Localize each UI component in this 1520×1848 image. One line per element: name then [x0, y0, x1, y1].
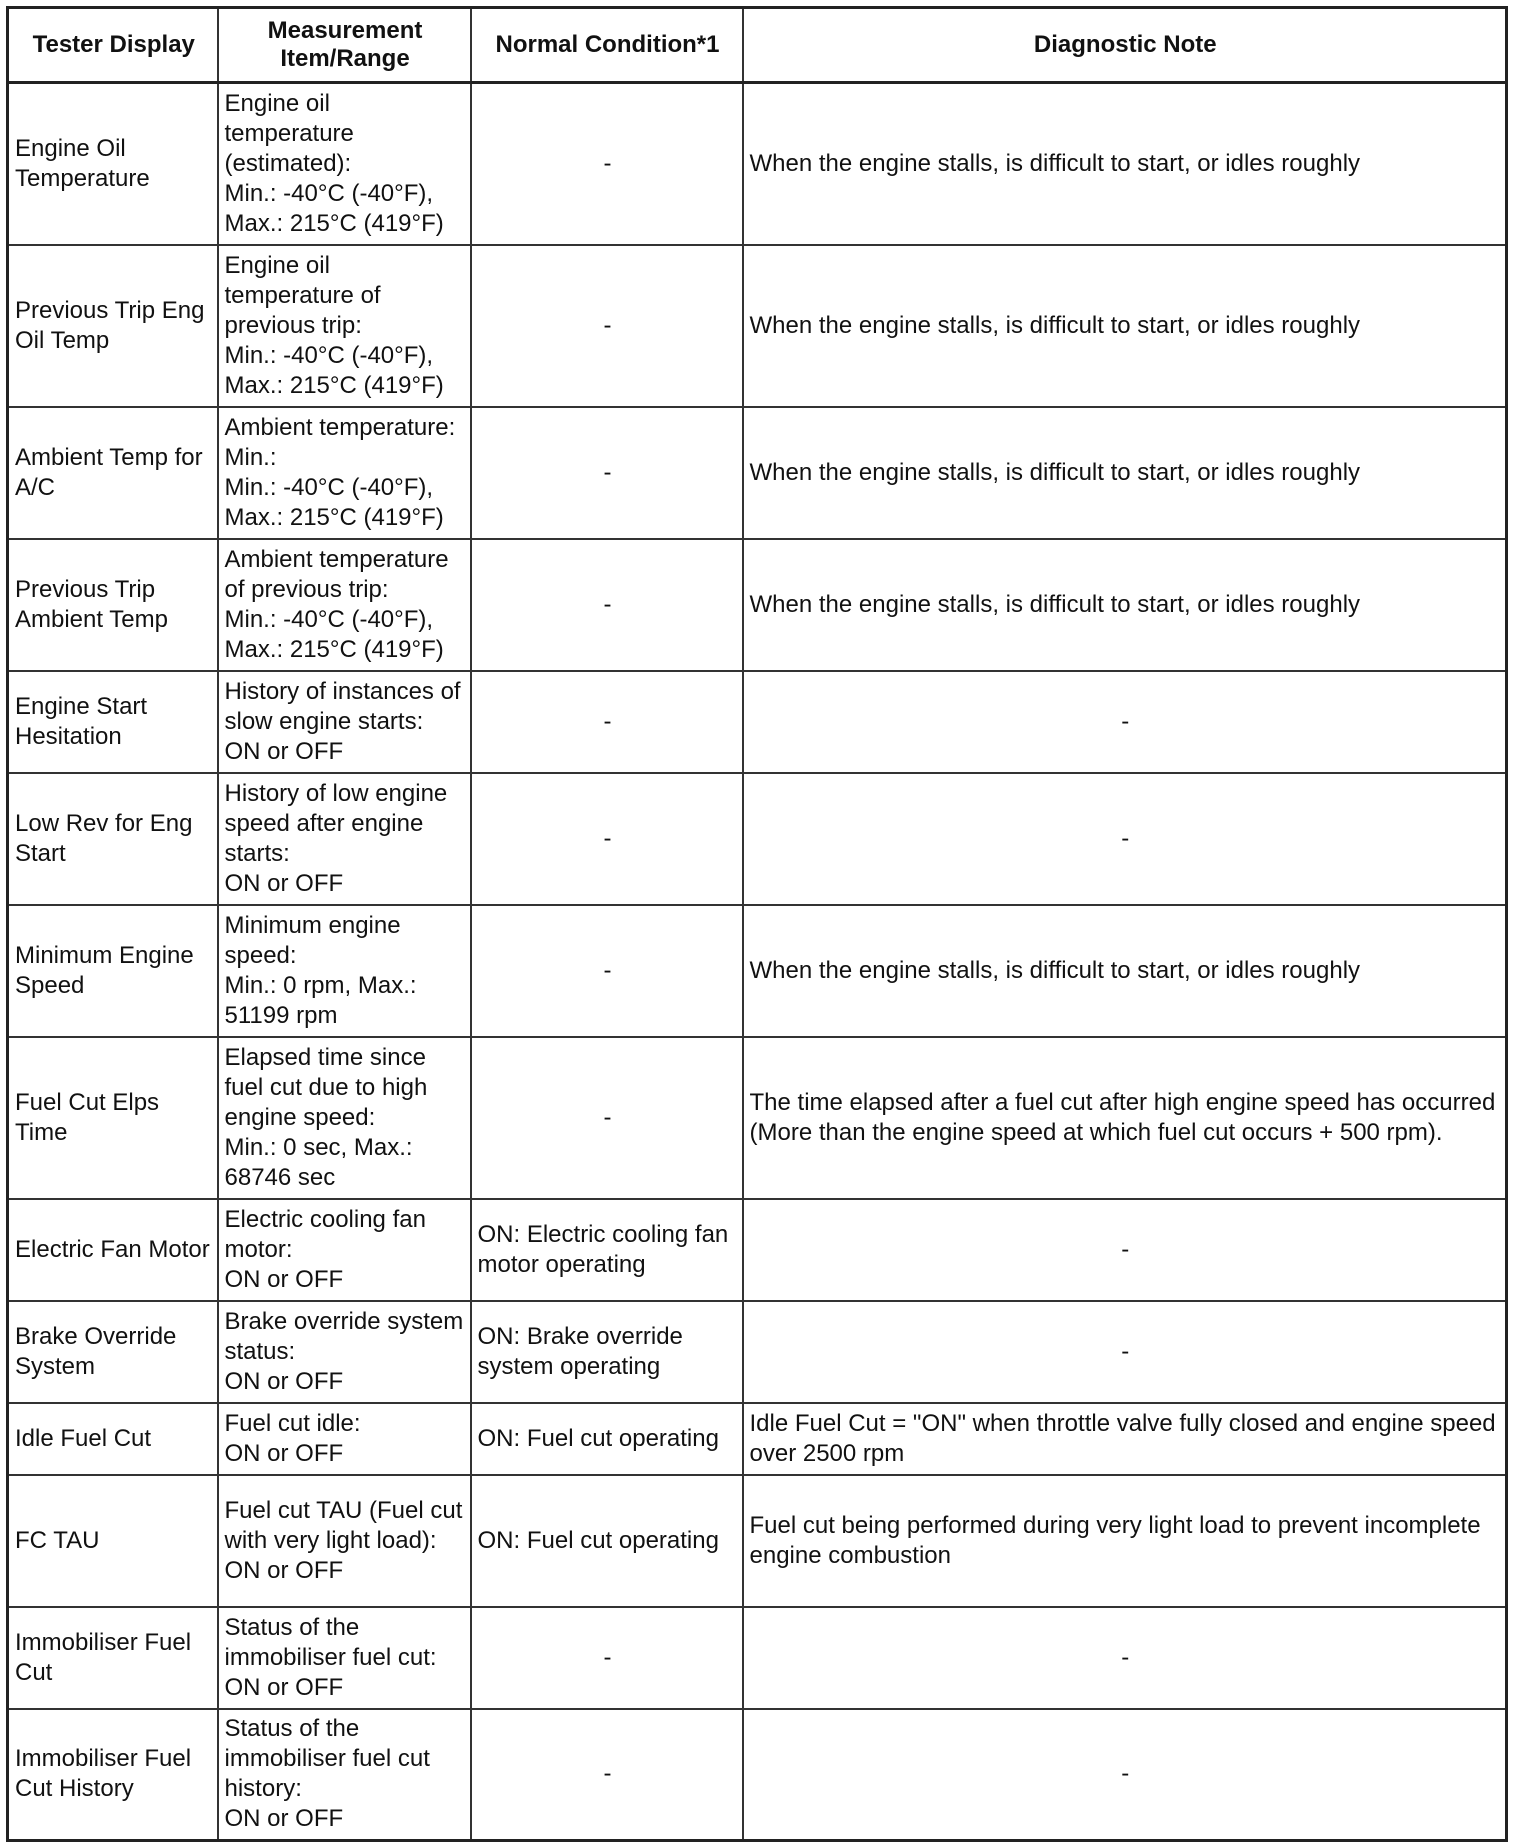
header-diagnostic-note: Diagnostic Note — [743, 8, 1507, 83]
cell-normal-condition: ON: Brake override system operating — [471, 1301, 743, 1403]
cell-tester-display: Idle Fuel Cut — [8, 1403, 218, 1475]
table-body — [8, 83, 1507, 1841]
cell-measurement-item-range — [218, 671, 471, 773]
measurement-line: ON or OFF — [224, 1673, 344, 1701]
cell-tester-display: Previous Trip Ambient Temp — [8, 539, 218, 671]
cell-diagnostic-note: Idle Fuel Cut = "ON" when throttle valve fully closed and engine speed over 2500 rpm — [743, 1403, 1507, 1475]
cell-diagnostic-note: The time elapsed after a fuel cut after high engine speed has occurred (More than the engine speed at which fuel cut occurs + 500 rpm). — [743, 1037, 1507, 1199]
table-row — [8, 773, 1507, 905]
header-tester-display: Tester Display — [8, 8, 218, 83]
cell-normal-condition: - — [471, 1709, 743, 1841]
measurement-line: ON or OFF — [224, 1556, 344, 1584]
table-row — [8, 671, 1507, 773]
cell-measurement-item-range — [218, 407, 471, 539]
cell-normal-condition: - — [471, 1607, 743, 1709]
measurement-line: Max.: 215°C (419°F) — [224, 635, 444, 663]
cell-normal-condition: - — [471, 407, 743, 539]
cell-tester-display: Low Rev for Eng Start — [8, 773, 218, 905]
measurement-line: History of low engine speed after engine starts: — [224, 779, 448, 867]
cell-tester-display: FC TAU — [8, 1475, 218, 1607]
data-list-table — [6, 6, 1508, 1842]
measurement-line: Fuel cut TAU (Fuel cut with very light load): — [224, 1496, 463, 1554]
cell-normal-condition: - — [471, 905, 743, 1037]
cell-normal-condition: - — [471, 539, 743, 671]
cell-tester-display: Brake Override System — [8, 1301, 218, 1403]
cell-normal-condition: - — [471, 671, 743, 773]
measurement-line: ON or OFF — [224, 1265, 344, 1293]
table-row — [8, 1199, 1507, 1301]
cell-tester-display: Previous Trip Eng Oil Temp — [8, 245, 218, 407]
cell-tester-display: Immobiliser Fuel Cut — [8, 1607, 218, 1709]
cell-tester-display: Electric Fan Motor — [8, 1199, 218, 1301]
measurement-line: ON or OFF — [224, 737, 344, 765]
cell-normal-condition: - — [471, 245, 743, 407]
measurement-line: Electric cooling fan motor: — [224, 1205, 426, 1263]
cell-diagnostic-note: When the engine stalls, is difficult to start, or idles roughly — [743, 407, 1507, 539]
measurement-line: Max.: 215°C (419°F) — [224, 209, 444, 237]
table-row — [8, 1607, 1507, 1709]
cell-measurement-item-range — [218, 83, 471, 245]
cell-measurement-item-range — [218, 539, 471, 671]
measurement-line: Engine oil temperature (estimated): — [224, 89, 354, 177]
table-row — [8, 1709, 1507, 1841]
table-row — [8, 1475, 1507, 1607]
measurement-line: Ambient temperature: — [224, 413, 456, 441]
table-row — [8, 1403, 1507, 1475]
measurement-line: ON or OFF — [224, 1439, 344, 1467]
cell-measurement-item-range — [218, 1199, 471, 1301]
table-row — [8, 83, 1507, 245]
cell-tester-display: Immobiliser Fuel Cut History — [8, 1709, 218, 1841]
cell-diagnostic-note: When the engine stalls, is difficult to start, or idles roughly — [743, 83, 1507, 245]
measurement-line: ON or OFF — [224, 1805, 344, 1833]
table-row — [8, 1301, 1507, 1403]
measurement-line: Brake override system status: — [224, 1307, 464, 1365]
cell-diagnostic-note: When the engine stalls, is difficult to start, or idles roughly — [743, 539, 1507, 671]
cell-measurement-item-range — [218, 1403, 471, 1475]
table-row — [8, 539, 1507, 671]
measurement-line: Minimum engine speed: — [224, 911, 401, 969]
cell-measurement-item-range — [218, 1037, 471, 1199]
cell-measurement-item-range — [218, 1301, 471, 1403]
table-row — [8, 407, 1507, 539]
measurement-line: Ambient temperature of previous trip: — [224, 545, 449, 603]
cell-tester-display: Ambient Temp for A/C — [8, 407, 218, 539]
measurement-line: ON or OFF — [224, 1367, 344, 1395]
cell-diagnostic-note: When the engine stalls, is difficult to start, or idles roughly — [743, 245, 1507, 407]
cell-normal-condition: - — [471, 773, 743, 905]
measurement-line: Engine oil temperature of previous trip: — [224, 251, 381, 339]
cell-tester-display: Fuel Cut Elps Time — [8, 1037, 218, 1199]
measurement-line: Status of the immobiliser fuel cut: — [224, 1613, 437, 1671]
measurement-line: Min.: -40°C (-40°F), — [224, 341, 434, 369]
cell-diagnostic-note: Fuel cut being performed during very light load to prevent incomplete engine combustion — [743, 1475, 1507, 1607]
measurement-line: Min.: 0 sec, Max.: 68746 sec — [224, 1133, 413, 1191]
cell-diagnostic-note: - — [743, 1199, 1507, 1301]
measurement-line: Fuel cut idle: — [224, 1409, 361, 1437]
measurement-line: Min.: -40°C (-40°F), — [224, 473, 434, 501]
cell-measurement-item-range — [218, 1709, 471, 1841]
measurement-line: Max.: 215°C (419°F) — [224, 503, 444, 531]
header-measurement-item-range: Measurement Item/Range — [218, 8, 471, 83]
cell-diagnostic-note: - — [743, 1709, 1507, 1841]
cell-normal-condition: - — [471, 1037, 743, 1199]
cell-tester-display: Engine Oil Temperature — [8, 83, 218, 245]
header-normal-condition: Normal Condition*1 — [471, 8, 743, 83]
measurement-line: Min.: 0 rpm, Max.: 51199 rpm — [224, 971, 417, 1029]
measurement-line: Max.: 215°C (419°F) — [224, 371, 444, 399]
cell-tester-display: Minimum Engine Speed — [8, 905, 218, 1037]
cell-normal-condition: ON: Electric cooling fan motor operating — [471, 1199, 743, 1301]
measurement-line: Min.: -40°C (-40°F), — [224, 605, 434, 633]
table-row — [8, 245, 1507, 407]
measurement-line: Min.: — [224, 443, 277, 471]
measurement-line: History of instances of slow engine starts: — [224, 677, 461, 735]
cell-measurement-item-range — [218, 773, 471, 905]
table-row — [8, 1037, 1507, 1199]
cell-normal-condition: ON: Fuel cut operating — [471, 1403, 743, 1475]
cell-diagnostic-note: When the engine stalls, is difficult to start, or idles roughly — [743, 905, 1507, 1037]
cell-tester-display: Engine Start Hesitation — [8, 671, 218, 773]
cell-diagnostic-note: - — [743, 671, 1507, 773]
cell-measurement-item-range — [218, 1607, 471, 1709]
measurement-line: Elapsed time since fuel cut due to high engine speed: — [224, 1043, 428, 1131]
measurement-line: Status of the immobiliser fuel cut history: — [224, 1715, 430, 1803]
cell-measurement-item-range — [218, 245, 471, 407]
table-row — [8, 905, 1507, 1037]
measurement-line: Min.: -40°C (-40°F), — [224, 179, 434, 207]
cell-normal-condition: ON: Fuel cut operating — [471, 1475, 743, 1607]
cell-diagnostic-note: - — [743, 773, 1507, 905]
cell-normal-condition: - — [471, 83, 743, 245]
cell-measurement-item-range — [218, 905, 471, 1037]
table-header-row — [8, 8, 1507, 83]
measurement-line: ON or OFF — [224, 869, 344, 897]
cell-measurement-item-range — [218, 1475, 471, 1607]
cell-diagnostic-note: - — [743, 1301, 1507, 1403]
cell-diagnostic-note: - — [743, 1607, 1507, 1709]
